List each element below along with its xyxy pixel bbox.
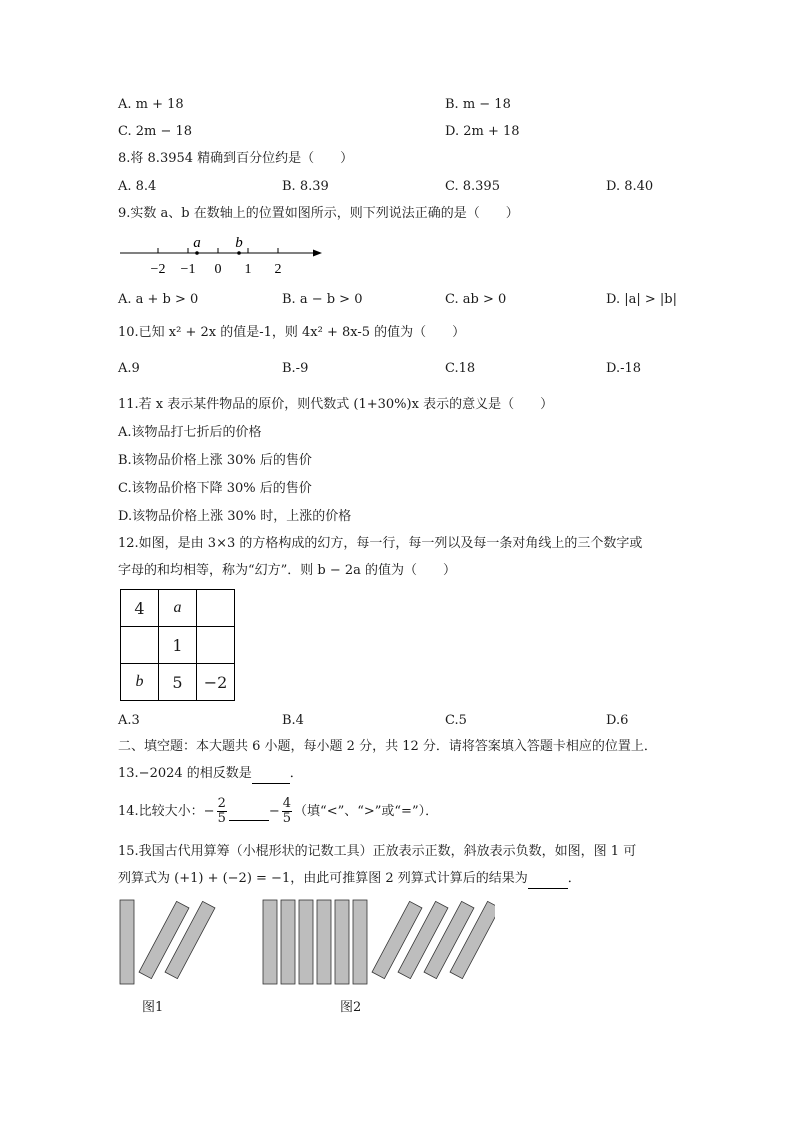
magic-square-cell — [121, 627, 159, 664]
q9-option-b: B. a − b > 0 — [282, 292, 363, 307]
magic-square-cell: 5 — [159, 664, 197, 701]
magic-square-cell: 4 — [121, 590, 159, 627]
upright-rod — [299, 900, 313, 984]
q13-answer-blank — [252, 765, 290, 784]
q11-option-c: C.该物品价格下降 30% 后的售价 — [118, 481, 312, 496]
q12-option-b: B.4 — [282, 713, 304, 728]
figure-2-caption: 图2 — [340, 1000, 362, 1015]
q14-frac2-num: 4 — [282, 796, 292, 811]
q14-fraction-2 — [282, 797, 292, 826]
q14-fraction-1 — [217, 797, 227, 826]
q7-option-c: C. 2m − 18 — [118, 124, 193, 139]
magic-square-cell: b — [121, 664, 159, 701]
figure-1-counting-rods — [112, 896, 232, 988]
upright-rod — [317, 900, 331, 984]
magic-square-cell: a — [159, 590, 197, 627]
q14 — [118, 795, 438, 829]
number-line-tick-label: 2 — [274, 262, 282, 277]
q11-option-d: D.该物品价格上涨 30% 时，上涨的价格 — [118, 509, 352, 524]
q11-option-b: B.该物品价格上涨 30% 后的售价 — [118, 453, 312, 468]
q15-line2-text: 列算式为 (+1) + (−2) = −1，由此可推算图 2 列算式计算后的结果为 — [118, 871, 528, 886]
q14-text: 14.比较大小：− — [118, 804, 215, 819]
magic-square-cell: 1 — [159, 627, 197, 664]
q8-option-a: A. 8.4 — [118, 179, 157, 194]
q7-option-b: B. m − 18 — [445, 97, 511, 112]
q15-line2 — [118, 870, 581, 889]
magic-square-cell — [197, 627, 235, 664]
q9-option-c: C. ab > 0 — [445, 292, 507, 307]
section-2-heading: 二、填空题：本大题共 6 小题，每小题 2 分，共 12 分．请将答案填入答题卡相应的位置上． — [118, 739, 657, 754]
q14-hint: （填“<”、“>”或“=”）． — [294, 804, 439, 819]
q9-number-line — [118, 230, 328, 278]
number-line-point-b — [237, 251, 241, 255]
upright-rod — [335, 900, 349, 984]
upright-rod — [281, 900, 295, 984]
q9-option-a: A. a + b > 0 — [118, 292, 199, 307]
number-line-tick-label: −1 — [180, 262, 196, 277]
q15-line1: 15.我国古代用算筹（小棍形状的记数工具）正放表示正数，斜放表示负数，如图，图 1 可 — [118, 844, 637, 859]
magic-square-cell — [197, 590, 235, 627]
q15-end: ． — [567, 871, 581, 886]
q10-option-c: C.18 — [445, 361, 476, 376]
q10-option-b: B.-9 — [282, 361, 309, 376]
q12-option-d: D.6 — [606, 713, 629, 728]
q9-stem: 9.实数 a、b 在数轴上的位置如图所示，则下列说法正确的是（ ） — [118, 206, 519, 221]
q14-minus: − — [268, 804, 280, 819]
q10-stem: 10.已知 x² + 2x 的值是-1，则 4x² + 8x-5 的值为（ ） — [118, 325, 466, 340]
q13 — [118, 765, 303, 784]
number-line-point-a — [195, 251, 199, 255]
q7-option-a: A. m + 18 — [118, 97, 184, 112]
q14-frac1-num: 2 — [217, 796, 226, 811]
q12-stem-line2: 字母的和均相等，称为“幻方”．则 b − 2a 的值为（ ） — [118, 563, 457, 578]
number-line-point-label: b — [235, 235, 243, 251]
q12-stem-line1: 12.如图，是由 3×3 的方格构成的幻方，每一行，每一列以及每一条对角线上的三个数字或 — [118, 536, 643, 551]
magic-square-cell: −2 — [197, 664, 235, 701]
upright-rod — [353, 900, 367, 984]
figure-1-caption: 图1 — [142, 1000, 164, 1015]
upright-rod — [120, 900, 134, 984]
figure-2-counting-rods — [255, 896, 495, 988]
number-line-tick-label: 0 — [214, 262, 222, 277]
upright-rod — [263, 900, 277, 984]
magic-square — [120, 589, 235, 701]
number-line-point-label: a — [193, 235, 201, 251]
q13-text: 13.−2024 的相反数是 — [118, 766, 252, 781]
q14-frac1-den: 5 — [217, 811, 226, 826]
q8-option-d: D. 8.40 — [606, 179, 654, 194]
q9-option-d: D. |a| > |b| — [606, 292, 677, 307]
q13-end: ． — [289, 766, 303, 781]
q8-stem: 8.将 8.3954 精确到百分位约是（ ） — [118, 151, 354, 166]
q7-option-d: D. 2m + 18 — [445, 124, 520, 139]
number-line-tick-label: 1 — [244, 262, 252, 277]
q8-option-b: B. 8.39 — [282, 179, 329, 194]
q14-answer-blank — [229, 804, 269, 821]
number-line-tick-label: −2 — [150, 262, 166, 277]
q10-option-a: A.9 — [118, 361, 140, 376]
q11-stem: 11.若 x 表示某件物品的原价，则代数式 (1+30%)x 表示的意义是（ ） — [118, 397, 554, 412]
q8-option-c: C. 8.395 — [445, 179, 500, 194]
q10-option-d: D.-18 — [606, 361, 642, 376]
q12-option-c: C.5 — [445, 713, 467, 728]
q12-option-a: A.3 — [118, 713, 140, 728]
q14-frac2-den: 5 — [282, 811, 292, 826]
q15-answer-blank — [528, 870, 568, 889]
q11-option-a: A.该物品打七折后的价格 — [118, 425, 262, 440]
